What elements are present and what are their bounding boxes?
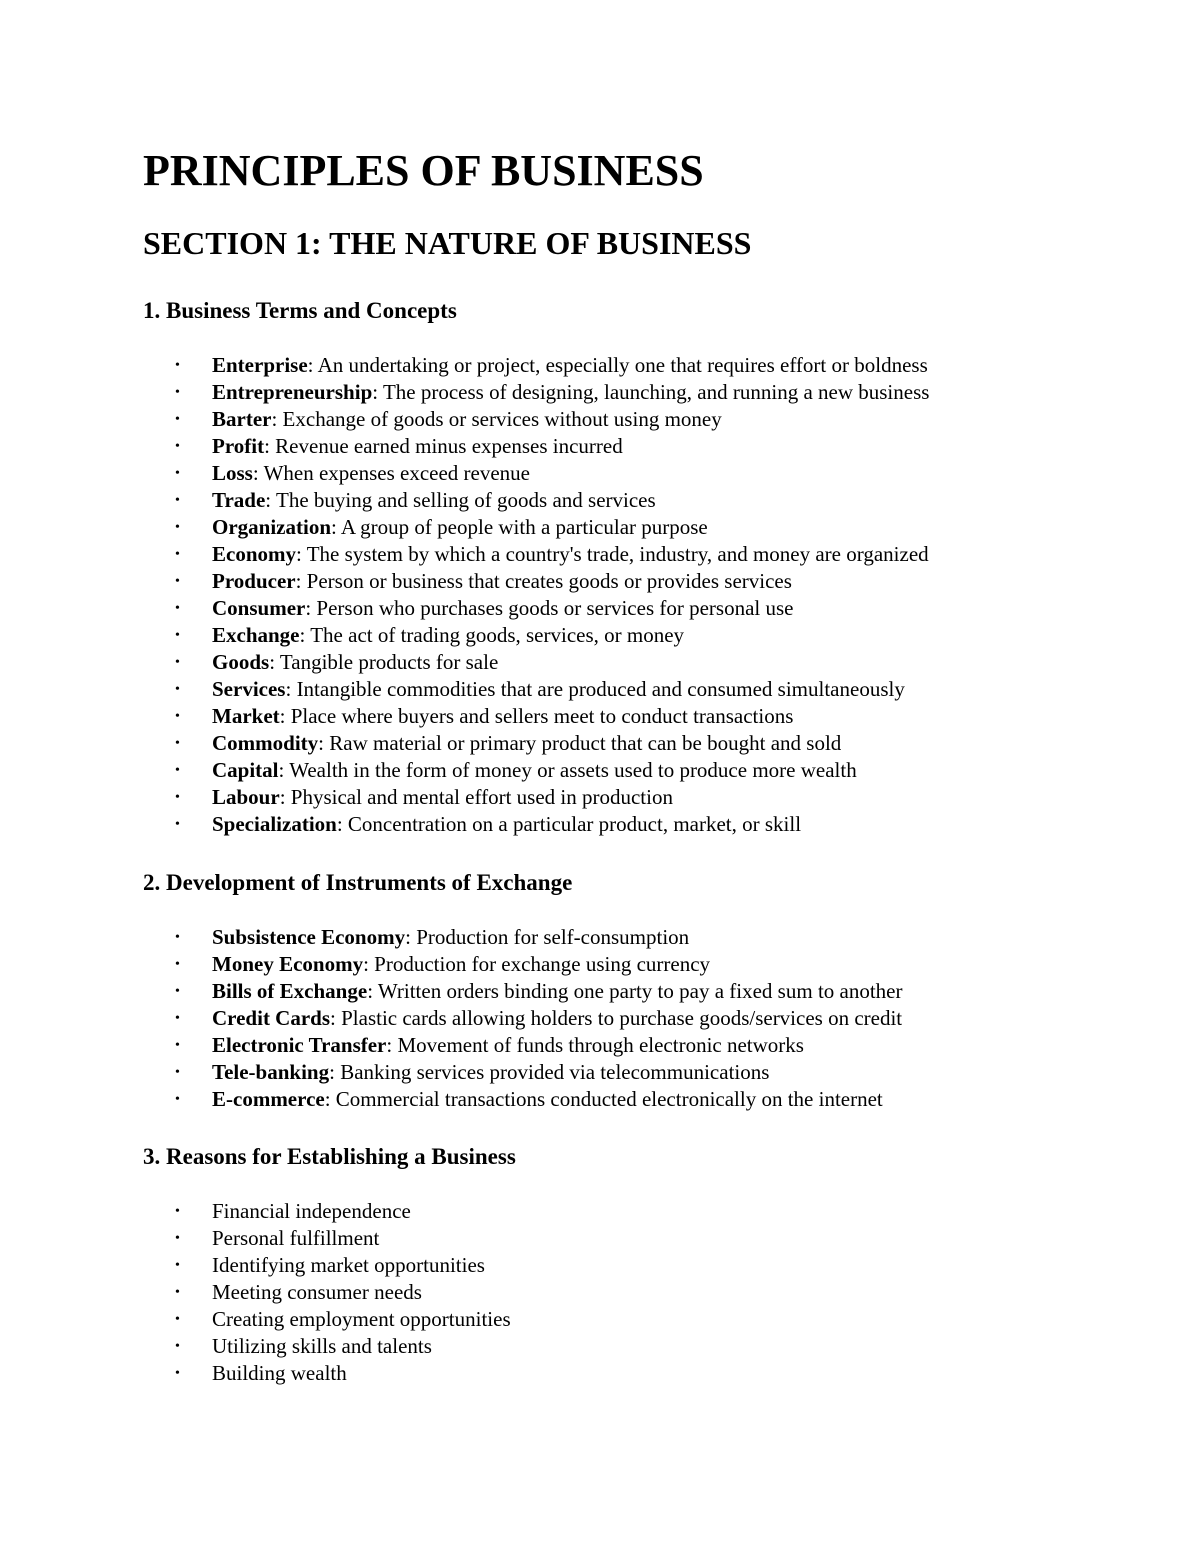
list-item [143, 406, 1103, 433]
term-definition: : Production for self-consumption [405, 925, 690, 949]
reasons-list [143, 1198, 1103, 1387]
bullet-icon: • [175, 466, 180, 481]
bullet-icon: • [175, 439, 180, 454]
list-item [143, 784, 1103, 811]
list-item [143, 1032, 1103, 1059]
list-item [143, 1059, 1103, 1086]
term-definition: : When expenses exceed revenue [252, 461, 531, 485]
term-label: Producer [212, 569, 296, 593]
term-label: Profit [212, 434, 265, 458]
document-title: PRINCIPLES OF BUSINESS [143, 146, 704, 195]
term-label: Specialization [212, 812, 337, 836]
bullet-icon: • [175, 1038, 180, 1053]
bullet-icon: • [175, 385, 180, 400]
reason-text: Identifying market opportunities [212, 1253, 485, 1277]
bullet-icon: • [175, 547, 180, 562]
bullet-icon: • [175, 1011, 180, 1026]
bullet-icon: • [175, 520, 180, 535]
term-definition: : Tangible products for sale [269, 650, 499, 674]
term-label: Loss [212, 461, 253, 485]
list-item [143, 730, 1103, 757]
reasons-heading: 3. Reasons for Establishing a Business [143, 1144, 516, 1169]
list-item [143, 379, 1103, 406]
term-label: Services [212, 677, 286, 701]
bullet-icon: • [175, 763, 180, 778]
list-item [143, 541, 1103, 568]
list-item [143, 951, 1103, 978]
term-definition: : The process of designing, launching, and running a new business [372, 380, 930, 404]
term-label: Entrepreneurship [212, 380, 373, 404]
bullet-icon: • [175, 984, 180, 999]
bullet-icon: • [175, 1258, 180, 1273]
term-definition: : The buying and selling of goods and services [265, 488, 656, 512]
list-item [143, 460, 1103, 487]
list-item [143, 1279, 1103, 1306]
term-definition: : Commercial transactions conducted electronically on the internet [324, 1087, 883, 1111]
bullet-icon: • [175, 1092, 180, 1107]
term-label: Economy [212, 542, 296, 566]
list-item [143, 1005, 1103, 1032]
term-label: Trade [212, 488, 266, 512]
bullet-icon: • [175, 1204, 180, 1219]
reason-text: Meeting consumer needs [212, 1280, 422, 1304]
bullet-icon: • [175, 736, 180, 751]
term-label: Labour [212, 785, 280, 809]
bullet-icon: • [175, 682, 180, 697]
list-item [143, 757, 1103, 784]
list-item [143, 514, 1103, 541]
business-terms-heading: 1. Business Terms and Concepts [143, 298, 457, 323]
term-definition: : The act of trading goods, services, or money [299, 623, 685, 647]
bullet-icon: • [175, 655, 180, 670]
term-label: Capital [212, 758, 279, 782]
term-label: Enterprise [212, 353, 308, 377]
bullet-icon: • [175, 412, 180, 427]
list-item [143, 352, 1103, 379]
term-label: E-commerce [212, 1087, 325, 1111]
list-item [143, 1252, 1103, 1279]
list-item [143, 433, 1103, 460]
instruments-list [143, 924, 1103, 1113]
bullet-icon: • [175, 1366, 180, 1381]
reason-text: Building wealth [212, 1361, 347, 1385]
term-label: Consumer [212, 596, 306, 620]
term-label: Tele-banking [212, 1060, 330, 1084]
bullet-icon: • [175, 1312, 180, 1327]
term-definition: : Revenue earned minus expenses incurred [264, 434, 623, 458]
bullet-icon: • [175, 601, 180, 616]
term-label: Money Economy [212, 952, 364, 976]
term-definition: : The system by which a country's trade, industry, and money are organized [296, 542, 929, 566]
term-definition: : Physical and mental effort used in production [279, 785, 673, 809]
list-item [143, 703, 1103, 730]
term-definition: : Plastic cards allowing holders to purchase goods/services on credit [330, 1006, 903, 1030]
bullet-icon: • [175, 358, 180, 373]
bullet-icon: • [175, 628, 180, 643]
term-definition: : Exchange of goods or services without using money [271, 407, 722, 431]
term-definition: : An undertaking or project, especially one that requires effort or boldness [307, 353, 928, 377]
reason-text: Personal fulfillment [212, 1226, 380, 1250]
bullet-icon: • [175, 709, 180, 724]
term-label: Exchange [212, 623, 300, 647]
bullet-icon: • [175, 790, 180, 805]
bullet-icon: • [175, 493, 180, 508]
term-definition: : Place where buyers and sellers meet to conduct transactions [279, 704, 794, 728]
list-item [143, 487, 1103, 514]
bullet-icon: • [175, 1065, 180, 1080]
term-definition: : Concentration on a particular product, market, or skill [336, 812, 802, 836]
term-label: Organization [212, 515, 331, 539]
term-definition: : A group of people with a particular purpose [331, 515, 708, 539]
term-definition: : Raw material or primary product that can be bought and sold [318, 731, 842, 755]
list-item [143, 1086, 1103, 1113]
list-item [143, 924, 1103, 951]
term-definition: : Person or business that creates goods or provides services [295, 569, 792, 593]
list-item [143, 1225, 1103, 1252]
term-definition: : Movement of funds through electronic networks [386, 1033, 804, 1057]
business-terms-list [143, 352, 1103, 838]
bullet-icon: • [175, 957, 180, 972]
bullet-icon: • [175, 574, 180, 589]
term-definition: : Person who purchases goods or services for personal use [305, 596, 794, 620]
list-item [143, 568, 1103, 595]
reason-text: Utilizing skills and talents [212, 1334, 432, 1358]
section-title: SECTION 1: THE NATURE OF BUSINESS [143, 225, 752, 261]
list-item [143, 1198, 1103, 1225]
term-definition: : Banking services provided via telecommunications [329, 1060, 770, 1084]
term-label: Goods [212, 650, 270, 674]
document-page [143, 140, 1103, 1387]
term-label: Market [212, 704, 280, 728]
bullet-icon: • [175, 817, 180, 832]
list-item [143, 1306, 1103, 1333]
term-definition: : Wealth in the form of money or assets used to produce more wealth [278, 758, 857, 782]
bullet-icon: • [175, 1231, 180, 1246]
term-label: Electronic Transfer [212, 1033, 387, 1057]
term-definition: : Production for exchange using currency [363, 952, 711, 976]
bullet-icon: • [175, 1339, 180, 1354]
list-item [143, 978, 1103, 1005]
term-label: Bills of Exchange [212, 979, 368, 1003]
reason-text: Financial independence [212, 1199, 411, 1223]
term-label: Barter [212, 407, 272, 431]
term-label: Commodity [212, 731, 319, 755]
list-item [143, 811, 1103, 838]
list-item [143, 595, 1103, 622]
bullet-icon: • [175, 930, 180, 945]
bullet-icon: • [175, 1285, 180, 1300]
list-item [143, 1333, 1103, 1360]
reason-text: Creating employment opportunities [212, 1307, 511, 1331]
list-item [143, 676, 1103, 703]
instruments-heading: 2. Development of Instruments of Exchange [143, 870, 573, 895]
term-label: Subsistence Economy [212, 925, 406, 949]
list-item [143, 1360, 1103, 1387]
term-label: Credit Cards [212, 1006, 331, 1030]
list-item [143, 622, 1103, 649]
term-definition: : Intangible commodities that are produced and consumed simultaneously [285, 677, 905, 701]
list-item [143, 649, 1103, 676]
term-definition: : Written orders binding one party to pay a fixed sum to another [367, 979, 903, 1003]
